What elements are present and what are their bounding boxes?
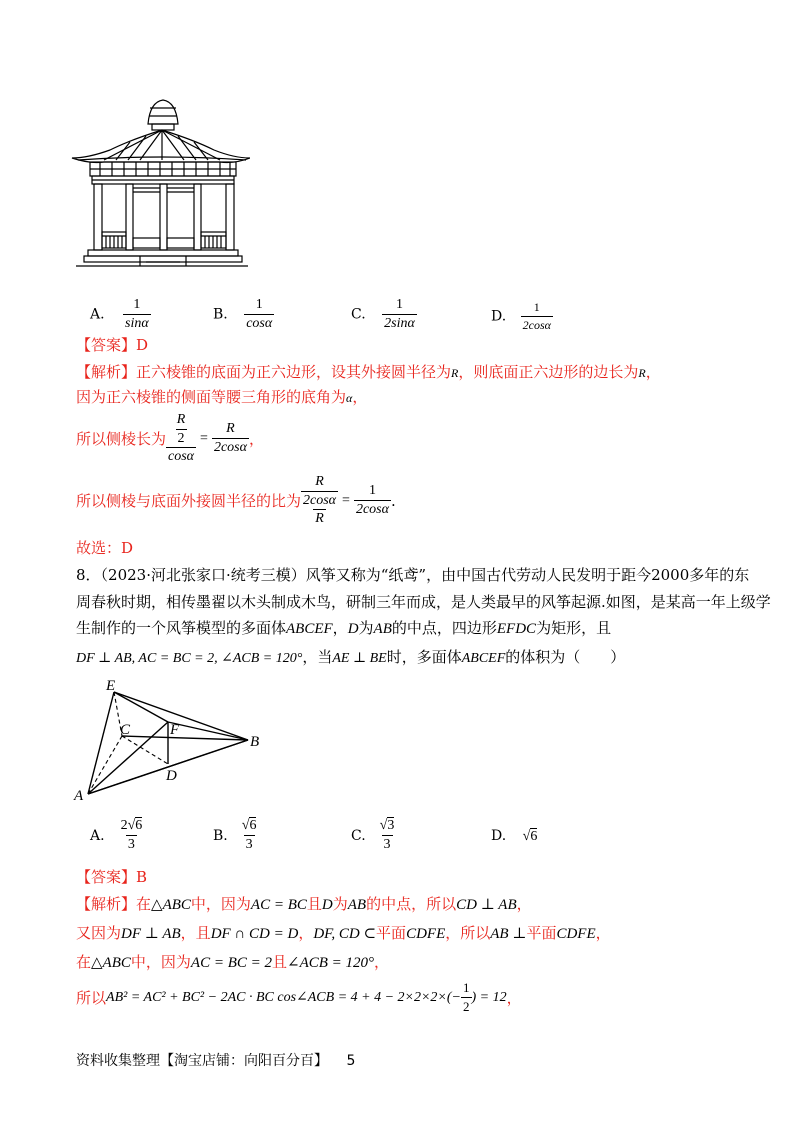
option-b[interactable] [213,297,274,332]
stem-text: 为 [358,619,374,637]
q8-option-d[interactable] [491,828,537,845]
option-letter: C. [351,827,366,844]
math-expr: ∠ACB = 120° [287,955,375,971]
pavilion-illustration [70,96,250,272]
fraction-denominator: 2cosα [213,440,247,455]
fraction-denominator: 2sinα [384,316,415,331]
fraction-denominator: 2cosα [522,318,551,332]
math-expr: CD ⊥ AB [456,897,517,913]
fraction-numerator: 2√6 [120,818,143,833]
fraction-numerator: 1 [463,980,470,995]
fraction-denominator: cosα [246,316,273,331]
option-letter: C. [351,306,366,323]
rhs-fraction [354,483,391,518]
edge-EF [114,692,168,722]
q8-analysis-line-2 [76,922,611,943]
fraction-denominator: 3 [127,837,135,852]
option-fraction [378,818,397,853]
fraction-denominator: 3 [245,837,253,852]
analysis-label: 【解析】 [76,363,137,381]
analysis-text: 中，因为 [190,895,251,913]
math-expr: AB [347,897,367,913]
analysis-text: 平面 [376,924,407,942]
radicand: 6 [135,818,143,833]
math-expr: AE ⊥ BE [332,651,387,666]
math-expr: AB [373,621,392,637]
fraction-denominator: 2 [463,999,470,1014]
stem-text: 为矩形，且 [536,619,612,637]
q7-conclusion: 故选：D [76,539,134,557]
answer-label: 【答案】 [76,868,137,886]
kite-polyhedron-figure [70,676,270,806]
q7-analysis-line-2 [76,386,367,407]
q8-analysis-line-4 [76,980,522,1015]
vertex-label-a: A [74,788,84,804]
analysis-text: ，所以 [445,924,491,942]
option-fraction [382,297,417,332]
edge-CA-hidden [88,736,122,794]
q8-analysis-line-1 [76,893,532,914]
equals-sign: = [200,430,208,446]
ratio-fraction [301,474,338,527]
stem-text: 的体积为（ ） [505,648,626,666]
q8-option-a[interactable] [90,818,144,853]
analysis-text: ， [516,895,532,913]
math-expr: AC = BC = 2 [190,955,272,971]
option-radical: √6 [522,829,538,844]
rhs-fraction [212,421,249,456]
option-letter: A. [90,306,105,323]
vertex-label-d: D [166,768,177,784]
option-letter: D. [491,308,507,325]
analysis-text: 中，因为 [130,953,191,971]
analysis-text: ， [595,924,611,942]
page-number: 5 [346,1053,356,1069]
edge-EB [114,692,248,740]
math-expr: DF ⊥ AB [121,926,181,942]
option-fraction [240,818,259,853]
fraction-numerator: R [226,421,235,436]
fraction-denominator: cosα [168,449,195,464]
analysis-text: ，则底面正六边形的边长为 [458,363,639,381]
fraction-numerator: 1 [395,297,403,312]
edge-EA [88,692,114,794]
side-edge-fraction [166,412,196,465]
edge-CD-hidden [122,736,168,764]
q7-answer [76,334,148,355]
q8-stem-line-4 [76,646,625,667]
math-expr: ABCEF [461,651,506,666]
q8-stem-line-2: 周春秋时期，相传墨翟以木头制成木鸟，研制三年而成，是人类最早的风筝起源.如图，是某高一年上级学 [76,593,771,611]
analysis-text: ， [352,388,368,406]
analysis-text: 为 [332,895,348,913]
q8-stem-line-3 [76,617,611,638]
inner-fraction [301,474,338,509]
q7-analysis-line-1 [76,361,661,382]
stem-text: ， [332,619,348,637]
q8-answer [76,866,147,887]
math-expr: ABCEF [286,621,333,637]
option-fraction [521,300,553,333]
vertex-label-c: C [120,722,131,738]
option-fraction [244,297,274,332]
math-expr: DF ∩ CD = D [210,926,299,942]
math-expr: EFDC [496,621,537,637]
math-expr: CDFE [556,926,596,942]
fraction-denominator: 2 [177,431,185,446]
math-expr: CDFE [406,926,446,942]
analysis-text: 平面 [526,924,557,942]
analysis-text: ， [374,953,390,971]
option-letter: B. [213,827,228,844]
q8-analysis-line-3 [76,951,389,972]
var-r: R [451,366,459,380]
math-expr: △ABC [91,955,131,971]
analysis-text: 所以侧棱与底面外接圆半径的比为 [76,492,302,510]
math-expr: DF, CD ⊂ [313,926,377,942]
analysis-text: 且 [272,953,288,971]
fraction-denominator: R [315,511,324,526]
answer-value: D [136,336,149,354]
analysis-text: 所以侧棱长为 [76,430,167,448]
analysis-text: 在 [136,895,152,913]
answer-value: B [136,868,148,886]
fraction-numerator: √6 [241,818,257,833]
equals-sign: = [342,492,350,508]
fraction-denominator: 3 [383,837,391,852]
analysis-text: 的中点，所以 [366,895,457,913]
q8-option-c[interactable] [351,818,396,853]
option-c[interactable] [351,297,417,332]
vertex-label-b: B [250,734,260,750]
option-letter: D. [491,828,507,844]
fraction-denominator: 2cosα [303,493,337,508]
analysis-text: ， [248,430,264,448]
math-expr: D [321,897,333,913]
analysis-text: 因为正六棱锥的侧面等腰三角形的底角为 [76,388,347,406]
radicand: 3 [387,818,395,833]
q7-analysis-line-4 [76,474,396,527]
vertex-label-f: F [170,722,180,738]
analysis-text: ， [506,989,522,1007]
fraction-numerator: R [176,412,186,427]
analysis-text: 所以 [76,989,107,1007]
stem-text: 的中点，四边形 [391,619,497,637]
option-letter: B. [213,306,228,323]
analysis-text: 又因为 [76,924,122,942]
radicand: 6 [530,829,538,844]
stem-text: 时，多面体 [386,648,462,666]
analysis-text: ， [645,363,661,381]
option-letter: A. [90,827,105,844]
radicand: 6 [249,818,257,833]
option-d[interactable] [491,300,553,333]
math-expr: AB ⊥ [490,926,527,942]
half-fraction [461,980,472,1015]
q7-analysis-line-3 [76,412,264,465]
vertex-label-e: E [106,678,116,694]
analysis-label: 【解析】 [76,895,137,913]
fraction-numerator: 1 [255,297,263,312]
answer-label: 【答案】 [76,336,137,354]
var-alpha: α [346,391,353,405]
fraction-numerator: 1 [368,483,376,498]
option-fraction [119,818,145,853]
analysis-text: 正六棱锥的底面为正六边形，设其外接圆半径为 [136,363,452,381]
stem-text: 生制作的一个风筝模型的多面体 [76,619,287,637]
fraction-numerator: √3 [379,818,395,833]
fraction-numerator: 1 [533,300,540,314]
fraction-numerator: 1 [133,297,141,312]
q8-stem-line-1: 8．（2023·河北张家口·统考三模）风筝又称为“纸鸢”，由中国古代劳动人民发明于距今2000多年的东 [76,566,750,584]
fraction-numerator: R [315,474,324,489]
analysis-text: 且 [306,895,322,913]
fraction-denominator: sinα [125,316,149,331]
option-a[interactable] [90,297,151,332]
stem-text: ，当 [302,648,333,666]
analysis-text: . [390,491,396,510]
footer-text: 资料收集整理【淘宝店铺：向阳百分百】 [76,1053,328,1069]
math-expr: AB² = AC² + BC² − 2AC · BC cos∠ACB = 4 + 4 − 2×2×2×(− [106,990,461,1005]
fraction-denominator: 2cosα [355,502,389,517]
inner-fraction [175,412,188,447]
coefficient: 2 [120,818,128,833]
math-expr: DF ⊥ AB, AC = BC = 2, ∠ACB = 120° [76,651,303,666]
analysis-text: 在 [76,953,92,971]
q8-option-b[interactable] [213,818,258,853]
math-expr: AC = BC [250,897,307,913]
math-expr: D [347,621,359,637]
edge-CB [122,736,248,740]
page-footer [76,1050,355,1070]
math-expr: △ABC [151,897,191,913]
var-r: R [638,366,646,380]
analysis-text: ，且 [180,924,211,942]
analysis-text: ， [298,924,314,942]
option-fraction [123,297,151,332]
math-expr: ) = 12 [471,989,507,1005]
